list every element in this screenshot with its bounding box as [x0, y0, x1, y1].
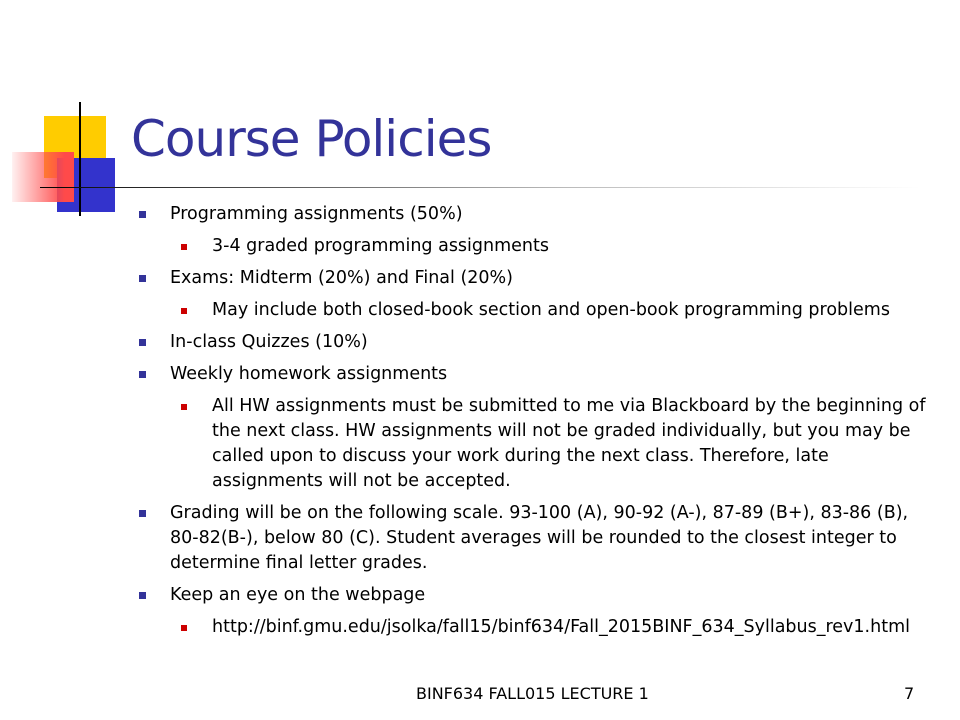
sub-bullet-item: [178, 394, 936, 494]
bullet-item: [136, 583, 936, 608]
bullet-item: [136, 266, 936, 291]
title-underline: [40, 187, 920, 188]
bullet-text: Grading will be on the following scale. 93-100 (A), 90-92 (A-), 87-89 (B+), 83-86 (B), 80-82(B-), below 80 (C). Student averages will be rounded to the closest integer to determine final letter grades.: [170, 503, 909, 573]
square-bullet-icon: [139, 592, 146, 599]
url-text: http://binf.gmu.edu/jsolka/fall15/binf634/Fall_2015BINF_634_Syllabus_rev1.html: [212, 617, 910, 637]
bullet-list: [136, 202, 936, 647]
bullet-item: [136, 202, 936, 227]
sub-bullet-item: [178, 615, 936, 640]
square-bullet-icon: [181, 308, 187, 314]
bullet-text: Weekly homework assignments: [170, 364, 448, 384]
slide-footer: BINF634 FALL015 LECTURE 1: [416, 684, 649, 703]
sub-bullet-item: [178, 234, 936, 259]
bullet-item: [136, 362, 936, 387]
bullet-text: In-class Quizzes (10%): [170, 332, 368, 352]
square-bullet-icon: [181, 625, 187, 631]
square-bullet-icon: [139, 510, 146, 517]
bullet-item: [136, 330, 936, 355]
bullet-item: [136, 501, 936, 576]
sub-bullet-item: [178, 298, 936, 323]
slide-title: Course Policies: [131, 110, 492, 168]
square-bullet-icon: [139, 371, 146, 378]
bullet-text: 3-4 graded programming assignments: [212, 236, 549, 256]
bullet-text: Exams: Midterm (20%) and Final (20%): [170, 268, 514, 288]
square-bullet-icon: [181, 244, 187, 250]
square-bullet-icon: [139, 211, 146, 218]
bullet-text: May include both closed-book section and open-book programming problems: [212, 300, 890, 320]
square-bullet-icon: [139, 275, 146, 282]
square-bullet-icon: [181, 404, 187, 410]
bullet-text: Keep an eye on the webpage: [170, 585, 426, 605]
square-bullet-icon: [139, 339, 146, 346]
page-number: 7: [904, 684, 915, 703]
decor-red-gradient-square: [12, 152, 74, 202]
decor-vertical-line: [79, 102, 81, 216]
bullet-text: Programming assignments (50%): [170, 204, 463, 224]
bullet-text: All HW assignments must be submitted to me via Blackboard by the beginning of the next class. HW assignments will not be graded individually, but you may be called upon to discuss your work during the next class. Therefore, late assignments will not be accepted.: [212, 396, 926, 491]
